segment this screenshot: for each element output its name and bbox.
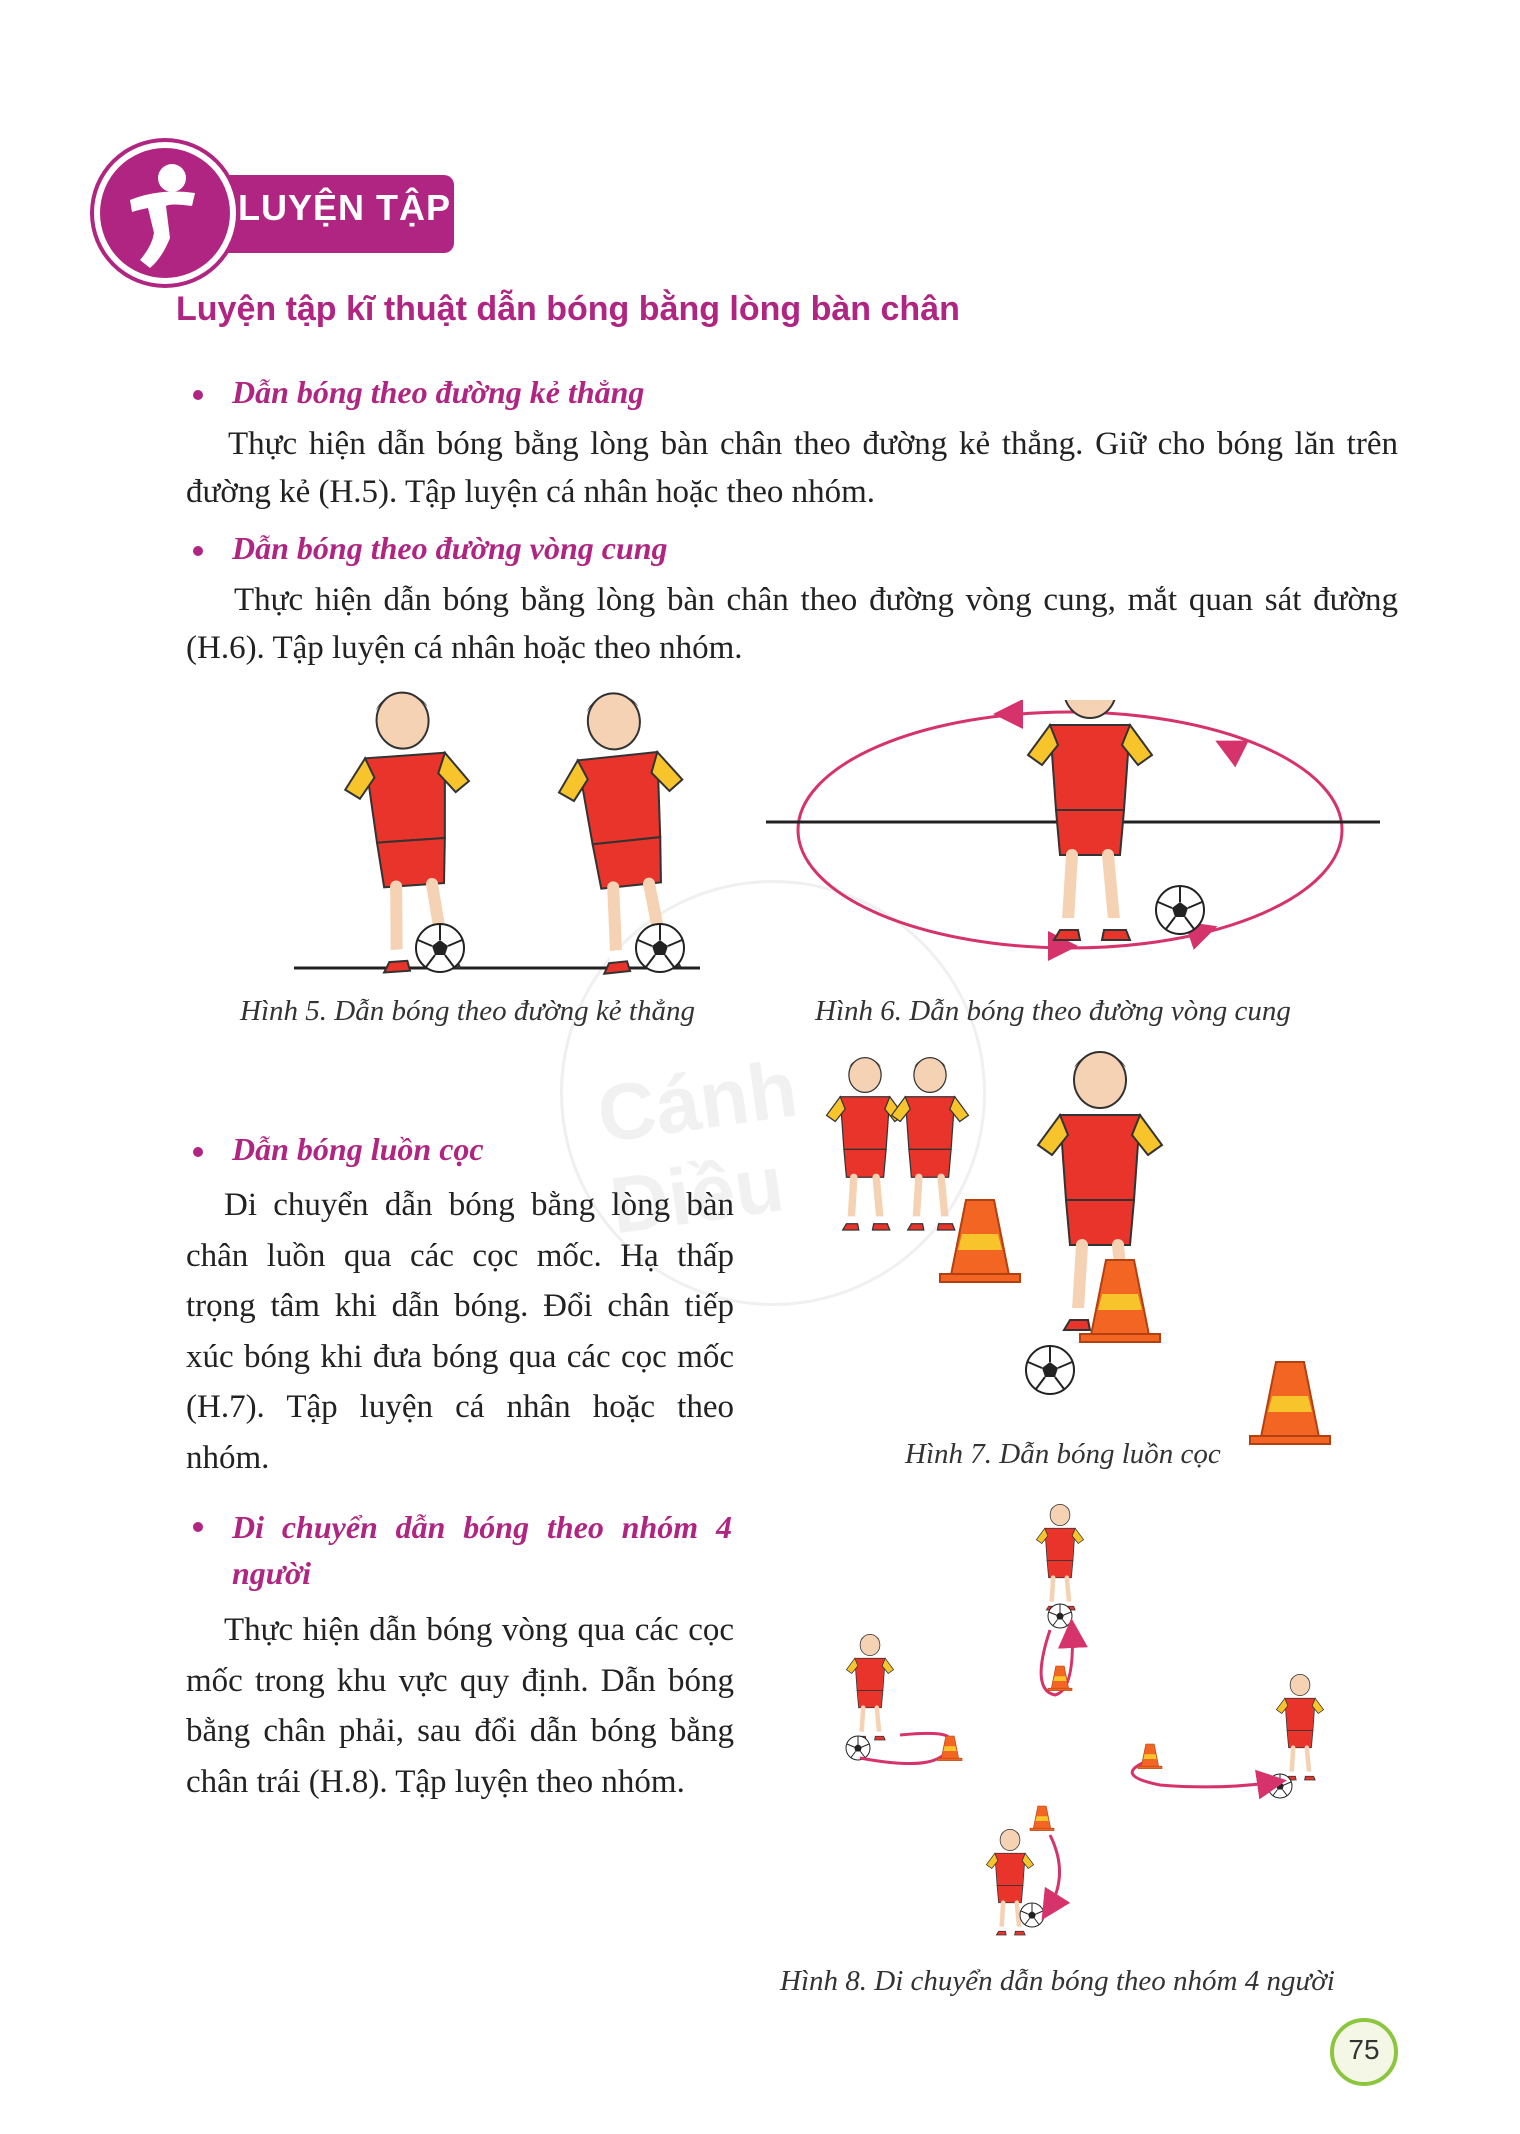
runner-icon bbox=[100, 148, 230, 278]
page-number: 75 bbox=[1348, 2034, 1380, 2065]
drill-4-title: Di chuyển dẫn bóng theo nhóm 4 người bbox=[232, 1509, 732, 1591]
badge-label: LUYỆN TẬP bbox=[238, 187, 452, 228]
figure-5-caption: Hình 5. Dẫn bóng theo đường kẻ thẳng bbox=[240, 995, 695, 1027]
drill-3-text: Di chuyển dẫn bóng bằng lòng bàn chân luồn qua các cọc mốc. Hạ thấp trọng tâm khi dẫn bóng. Đổi chân tiếp xúc bóng khi đưa bóng qua các cọc mốc (H.7). Tập luyện cá nhân hoặc theo nhóm. bbox=[186, 1187, 734, 1476]
figure-6-illustration bbox=[760, 700, 1390, 970]
section-title: Luyện tập kĩ thuật dẫn bóng bằng lòng bàn chân bbox=[176, 290, 960, 328]
drill-3-title: Dẫn bóng luồn cọc bbox=[232, 1131, 484, 1167]
figure-6-caption: Hình 6. Dẫn bóng theo đường vòng cung bbox=[815, 995, 1291, 1027]
watermark-text: Cánh Diều bbox=[592, 1043, 803, 1251]
drill-2-title: Dẫn bóng theo đường vòng cung bbox=[232, 530, 668, 566]
drill-2-text: Thực hiện dẫn bóng bằng lòng bàn chân theo đường vòng cung, mắt quan sát đường (H.6). Tập luyện cá nhân hoặc theo nhóm. bbox=[186, 582, 1398, 666]
figure-5-illustration bbox=[280, 690, 740, 980]
bullet-dot bbox=[193, 546, 203, 556]
drill-4-text: Thực hiện dẫn bóng vòng qua các cọc mốc trong khu vực quy định. Dẫn bóng bằng chân phải, sau đổi dẫn bóng bằng chân trái (H.8). Tập luyện theo nhóm. bbox=[186, 1612, 734, 1800]
figure-8-caption: Hình 8. Di chuyển dẫn bóng theo nhóm 4 người bbox=[780, 1965, 1335, 1997]
drill-1-text: Thực hiện dẫn bóng bằng lòng bàn chân theo đường kẻ thẳng. Giữ cho bóng lăn trên đường kẻ (H.5). Tập luyện cá nhân hoặc theo nhóm. bbox=[186, 426, 1398, 510]
bullet-dot bbox=[193, 390, 203, 400]
drill-1-title: Dẫn bóng theo đường kẻ thẳng bbox=[232, 374, 645, 410]
badge-circle bbox=[100, 148, 230, 278]
figure-8-illustration bbox=[780, 1490, 1370, 1990]
figure-7-illustration bbox=[820, 1040, 1360, 1460]
bullet-dot bbox=[193, 1522, 203, 1532]
bullet-dot bbox=[193, 1147, 203, 1157]
figure-7-caption: Hình 7. Dẫn bóng luồn cọc bbox=[905, 1438, 1221, 1470]
